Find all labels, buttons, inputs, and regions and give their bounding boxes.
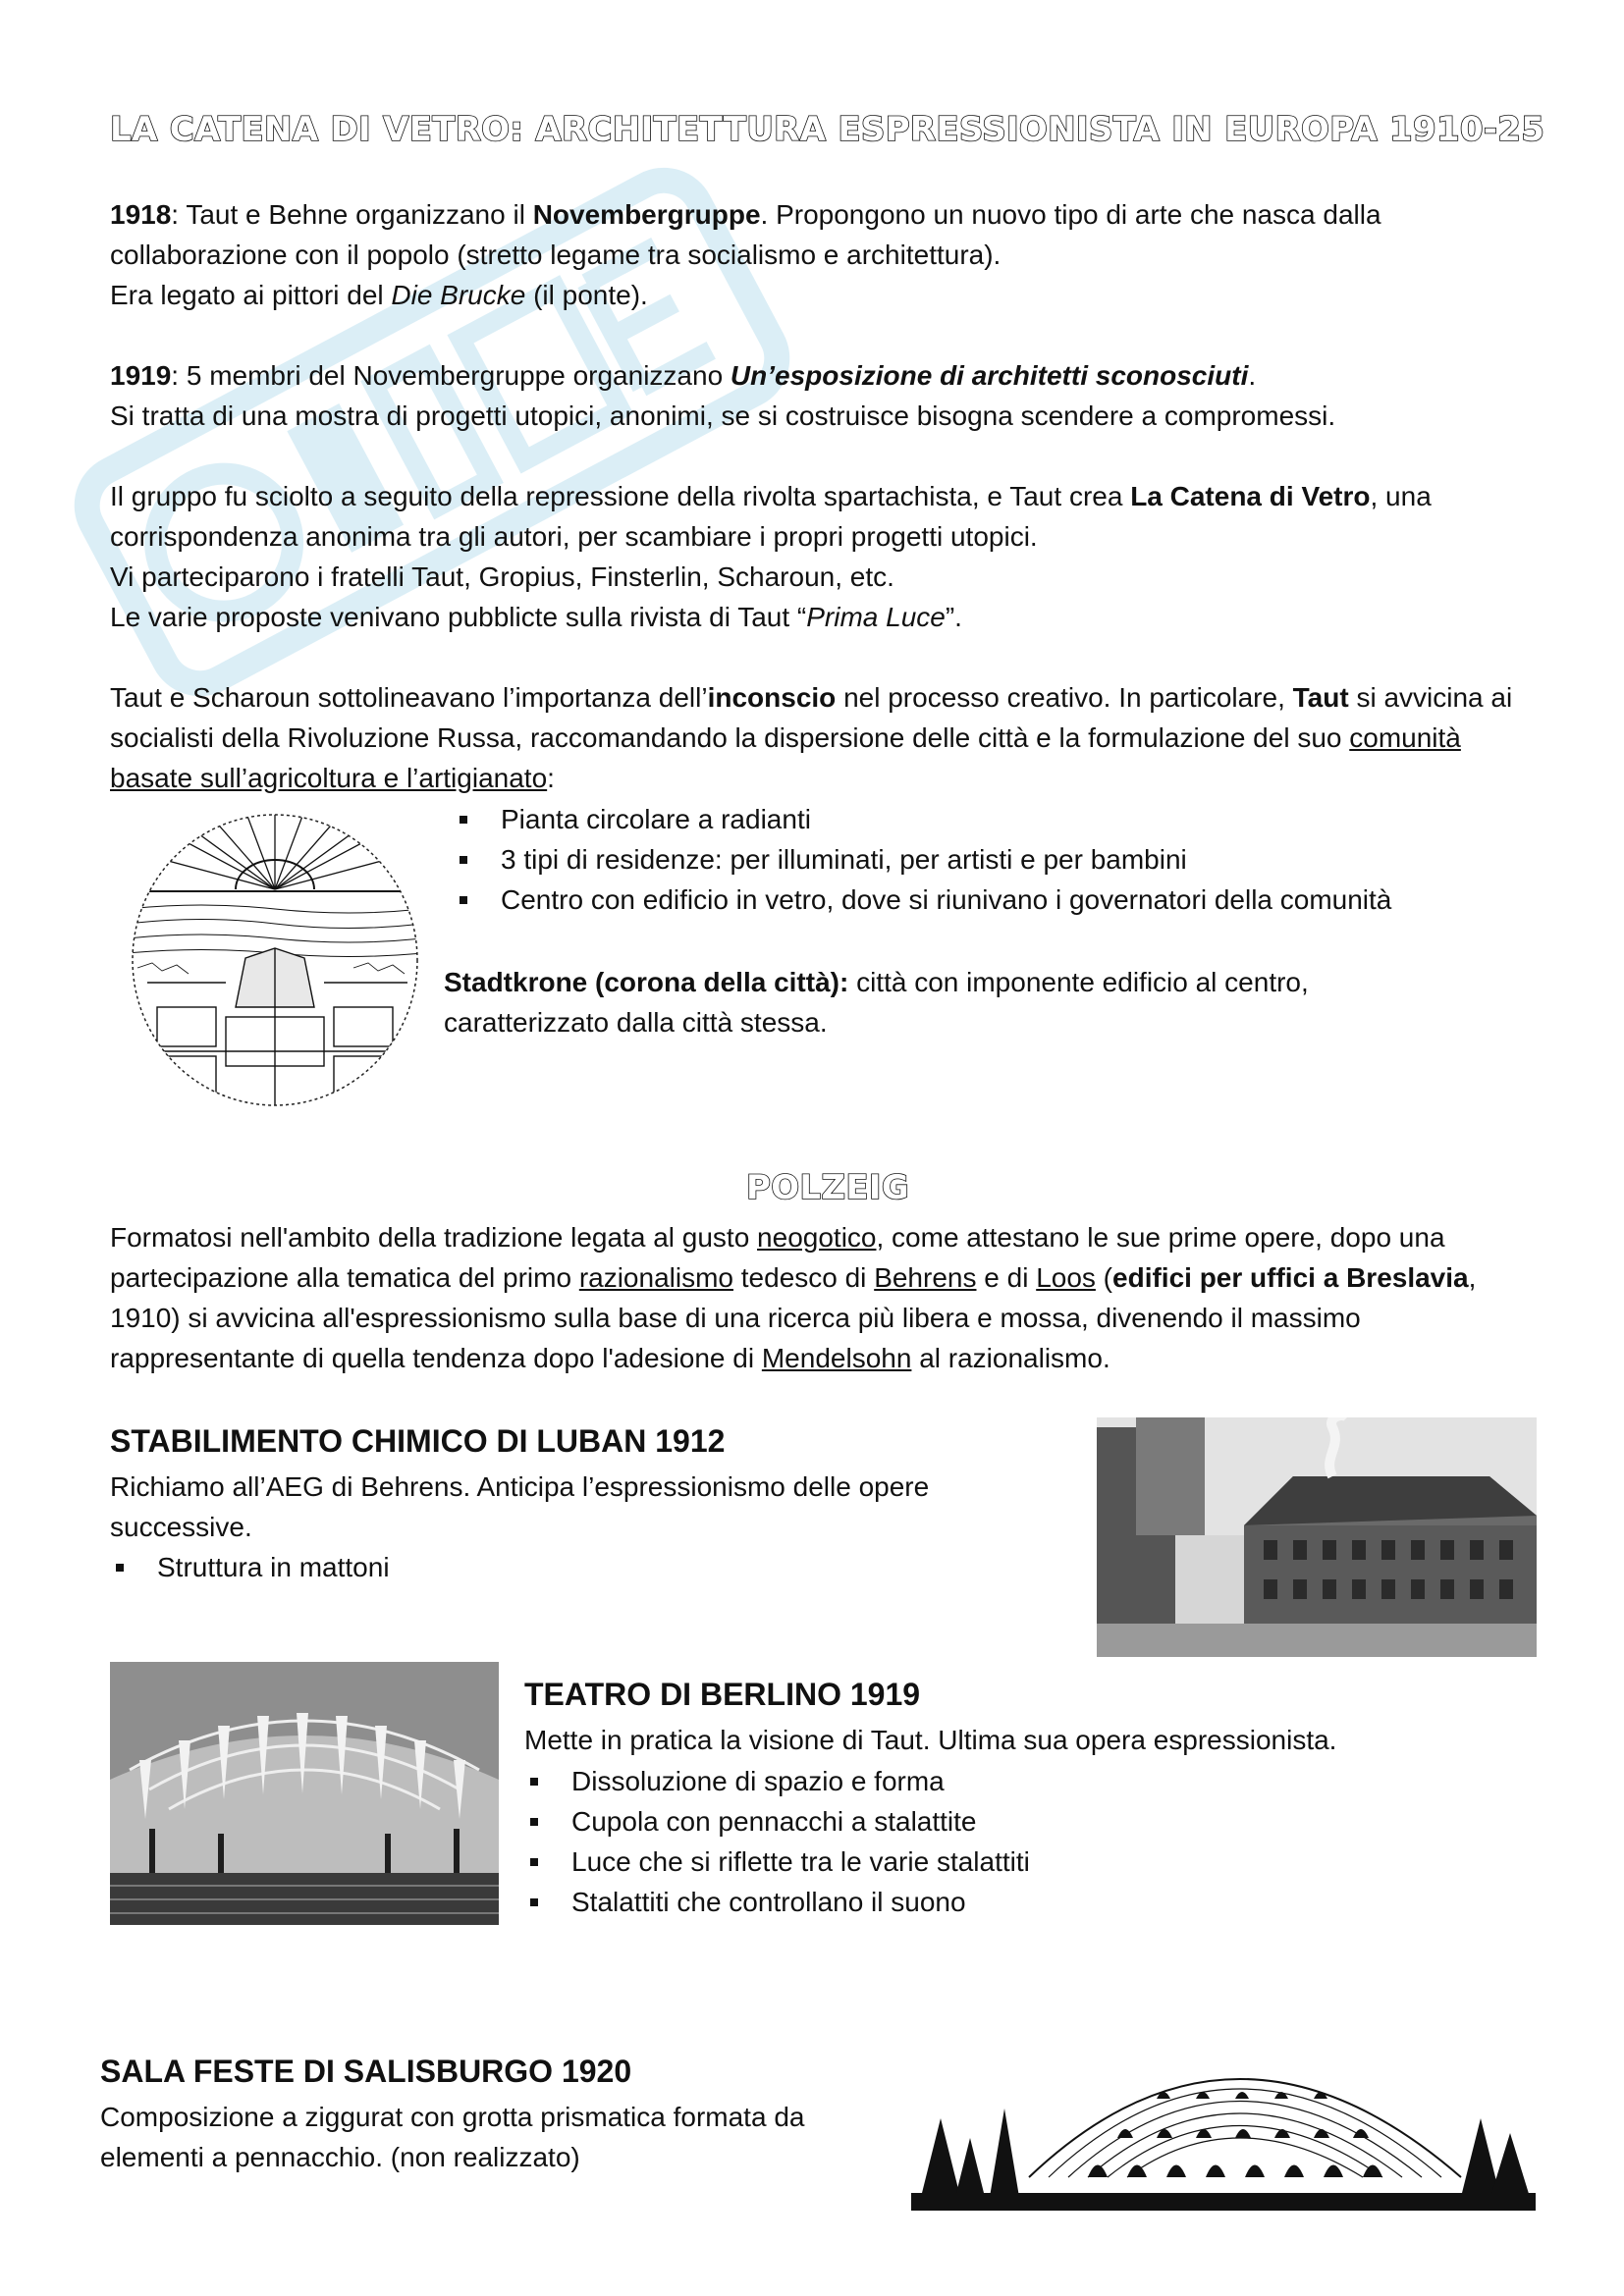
stadtkrone-text: città con imponente edificio al centro, caratterizzato dalla città stessa.	[444, 967, 1309, 1038]
list-item: Struttura in mattoni	[110, 1547, 390, 1587]
year-1919: 1919	[110, 360, 172, 391]
luban-photo	[1097, 1417, 1537, 1657]
paragraph-1918	[110, 194, 1524, 315]
p1-text-d: Era legato ai pittori del	[110, 280, 392, 310]
teatro-text: Mette in pratica la visione di Taut. Ultima sua opera espressionista.	[524, 1725, 1337, 1755]
loos-link[interactable]: Loos	[1036, 1262, 1096, 1293]
stadtkrone-paragraph	[444, 962, 1426, 1042]
neogotico-link[interactable]: neogotico	[757, 1222, 877, 1253]
p3-text-a: Il gruppo fu sciolto a seguito della repressione della rivolta spartachista, e Taut crea	[110, 481, 1131, 511]
novembergruppe-term: Novembergruppe	[532, 199, 761, 230]
salisburgo-illustration	[911, 2001, 1536, 2211]
teatro-photo	[110, 1662, 499, 1925]
paragraph-inconscio	[110, 677, 1529, 798]
p3-text-d: Vi parteciparono i fratelli Taut, Gropius, Finsterlin, Scharoun, etc.	[110, 561, 894, 592]
polzeig-text-2: , come attestano le sue prime opere, dopo una partecipazione alla tematica del primo	[110, 1222, 1445, 1293]
p1-text-a: : Taut e Behne organizzano il	[171, 199, 533, 230]
comunita-term: comunità basate sull’agricoltura e l’artigianato	[110, 722, 1461, 793]
paragraph-1919	[110, 355, 1543, 436]
behrens-link[interactable]: Behrens	[874, 1262, 977, 1293]
stadtkrone-term: Stadtkrone (corona della città):	[444, 967, 849, 997]
catena-di-vetro-term: La Catena di Vetro	[1130, 481, 1371, 511]
die-brucke-term: Die Brucke	[391, 280, 526, 310]
p3-text-g: ”.	[945, 602, 962, 632]
p2-text-d: Si tratta di una mostra di progetti utopici, anonimi, se si costruisce bisogna scendere a compromessi.	[110, 400, 1336, 431]
polzeig-heading: POLZEIG	[746, 1168, 910, 1207]
polzeig-text-3: tedesco di	[732, 1262, 875, 1293]
list-item: Stalattiti che controllano il suono	[524, 1882, 1030, 1922]
list-item: Cupola con pennacchi a stalattite	[524, 1801, 1030, 1842]
p4-text-e: si avvicina ai socialisti della Rivoluzione Russa, raccomandando la dispersione delle città e la formulazione del suo	[110, 682, 1513, 753]
polzeig-text-6: , 1910) si avvicina all'espressionismo sulla base di una ricerca più libera e mossa, divenendo il massimo rappresentante di quella tendenza dopo l'adesione di	[110, 1262, 1477, 1373]
p2-text-c: .	[1248, 360, 1257, 391]
luban-heading: STABILIMENTO CHIMICO DI LUBAN 1912	[110, 1423, 726, 1459]
salisburgo-text: Composizione a ziggurat con grotta prismatica formata da elementi a pennacchio. (non realizzato)	[100, 2102, 805, 2172]
mendelsohn-link[interactable]: Mendelsohn	[761, 1343, 912, 1373]
polzeig-text-7: al razionalismo.	[911, 1343, 1110, 1373]
salisburgo-heading: SALA FESTE DI SALISBURGO 1920	[100, 2054, 632, 2089]
breslavia-term: edifici per uffici a Breslavia	[1112, 1262, 1469, 1293]
paragraph-catena	[110, 476, 1534, 637]
p1-text-c: . Propongono un nuovo tipo di arte che nasca dalla collaborazione con il popolo (stretto legame tra socialismo e architettura).	[110, 199, 1381, 270]
polzeig-paragraph	[110, 1217, 1534, 1378]
year-1918: 1918	[110, 199, 172, 230]
p3-text-e: Le varie proposte venivano pubblicte sulla rivista di Taut “	[110, 602, 807, 632]
prima-luce-term: Prima Luce	[806, 602, 946, 632]
page-title: LA CATENA DI VETRO: ARCHITETTURA ESPRESSIONISTA IN EUROPA 1910-25	[110, 110, 1545, 149]
taut-term: Taut	[1292, 682, 1349, 713]
p2-text-a: : 5 membri del Novembergruppe organizzano	[171, 360, 731, 391]
p4-text-c: nel processo creativo. In particolare,	[836, 682, 1293, 713]
list-item: Centro con edificio in vetro, dove si riunivano i governatori della comunità	[454, 880, 1391, 920]
inconscio-term: inconscio	[707, 682, 837, 713]
polzeig-text-5: (	[1095, 1262, 1113, 1293]
esposizione-term: Un’esposizione di architetti sconosciuti	[730, 360, 1249, 391]
razionalismo-link[interactable]: razionalismo	[578, 1262, 733, 1293]
list-item: Luce che si riflette tra le varie stalattiti	[524, 1842, 1030, 1882]
luban-bullet-list	[110, 1547, 390, 1587]
polzeig-text-4: e di	[976, 1262, 1037, 1293]
list-item: Pianta circolare a radianti	[454, 799, 1391, 839]
p4-text-a: Taut e Scharoun sottolineavano l’importanza dell’	[110, 682, 708, 713]
taut-city-illustration	[128, 811, 422, 1110]
p4-text-g: :	[547, 763, 555, 793]
polzeig-text-1: Formatosi nell'ambito della tradizione legata al gusto	[110, 1222, 758, 1253]
luban-text: Richiamo all’AEG di Behrens. Anticipa l’espressionismo delle opere successive.	[110, 1471, 930, 1542]
list-item: Dissoluzione di spazio e forma	[524, 1761, 1030, 1801]
p1-text-f: (il ponte).	[525, 280, 648, 310]
teatro-heading: TEATRO DI BERLINO 1919	[524, 1677, 921, 1712]
p3-text-c: , una corrispondenza anonima tra gli autori, per scambiare i propri progetti utopici.	[110, 481, 1432, 552]
teatro-bullet-list	[524, 1761, 1030, 1922]
list-item: 3 tipi di residenze: per illuminati, per artisti e per bambini	[454, 839, 1391, 880]
taut-bullet-list	[454, 799, 1391, 920]
